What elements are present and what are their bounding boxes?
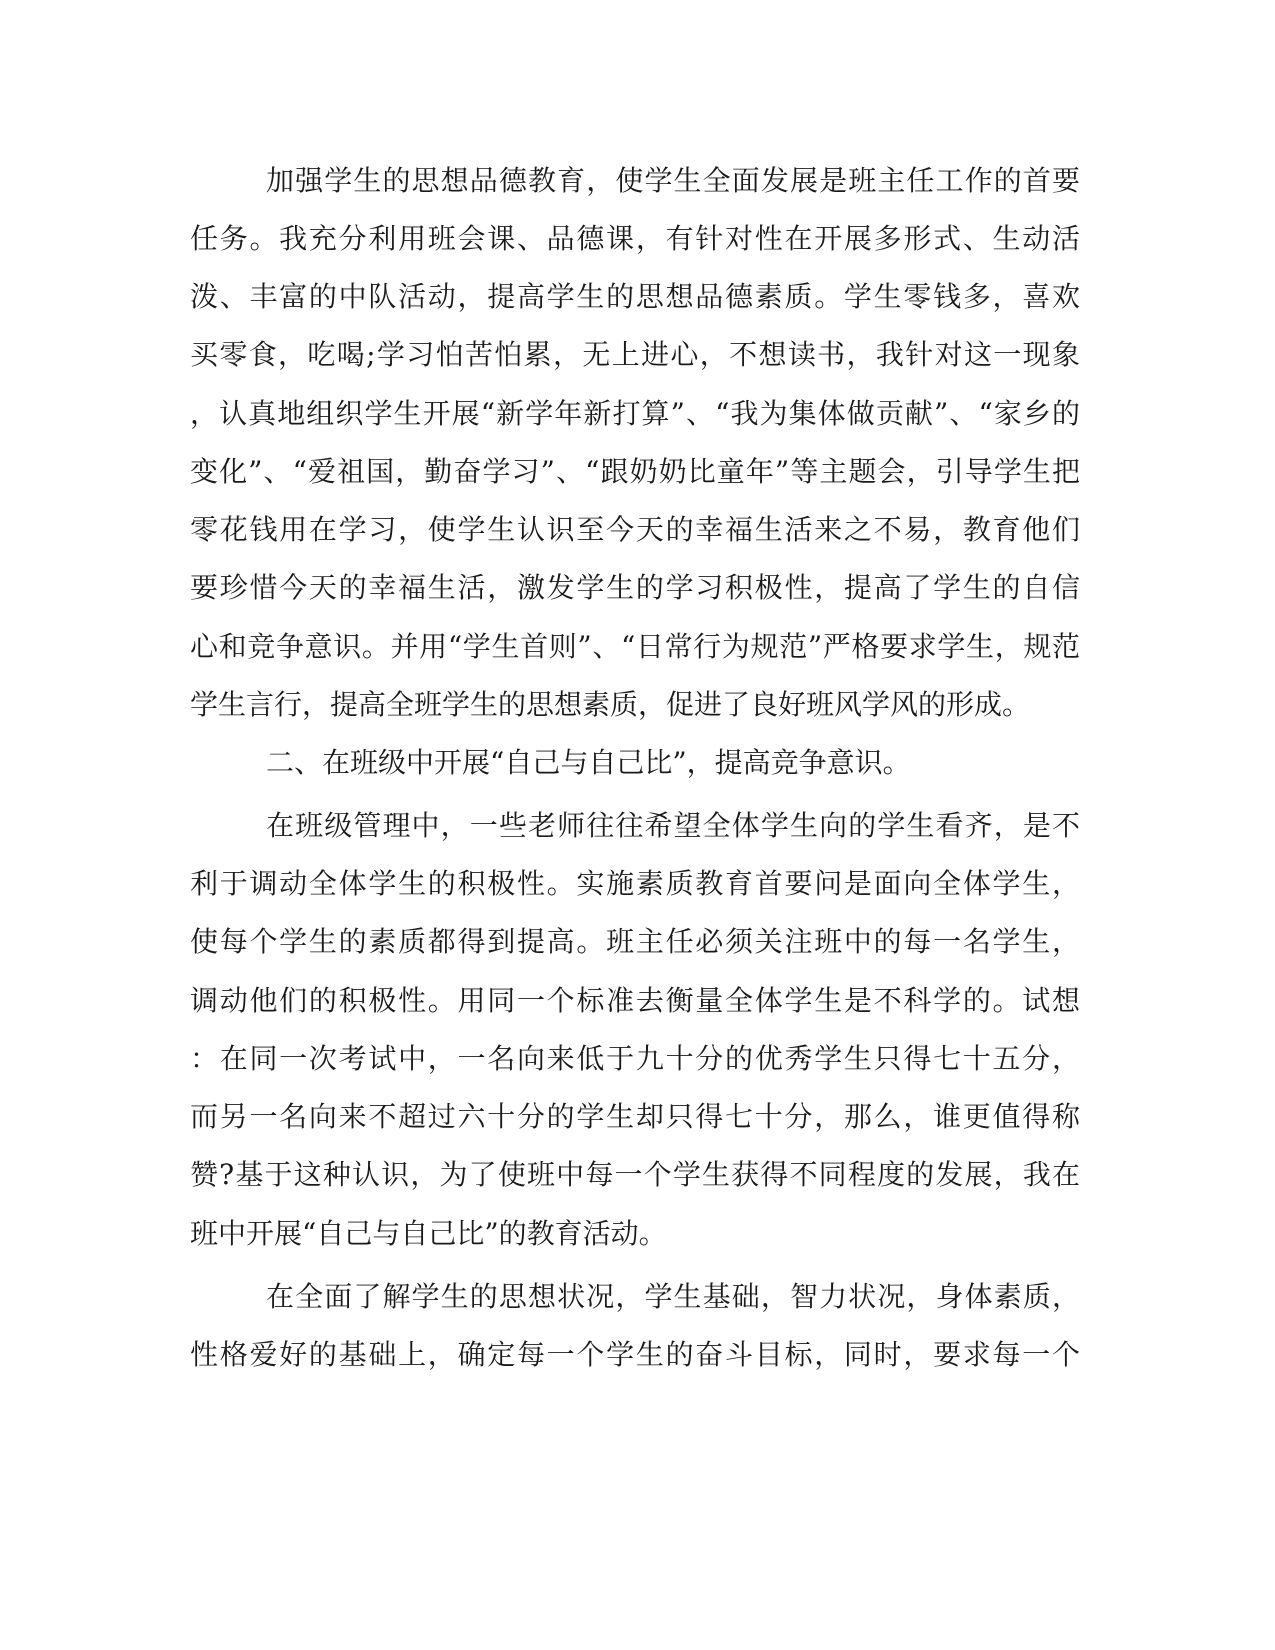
text-line: 性格爱好的基础上，确定每一个学生的奋斗目标，同时，要求每一个 bbox=[190, 1338, 1080, 1371]
text-line: 在全面了解学生的思想状况，学生基础，智力状况，身体素质， bbox=[266, 1280, 1080, 1313]
section-heading: 二、在班级中开展“自己与自己比”，提高竞争意识。 bbox=[266, 746, 911, 779]
text-line: 泼、丰富的中队活动，提高学生的思想品德素质。学生零钱多，喜欢 bbox=[190, 280, 1080, 313]
text-line: 班中开展“自己与自己比”的教育活动。 bbox=[190, 1217, 667, 1250]
text-line: 在班级管理中，一些老师往往希望全体学生向的学生看齐，是不 bbox=[266, 809, 1080, 842]
text-line: 零花钱用在学习，使学生认识至今天的幸福生活来之不易，教育他们 bbox=[190, 513, 1080, 546]
text-line: 赞?基于这种认识，为了使班中每一个学生获得不同程度的发展，我在 bbox=[190, 1158, 1080, 1191]
text-line: ，认真地组织学生开展“新学年新打算”、“我为集体做贡献”、“家乡的 bbox=[190, 397, 1080, 430]
text-line: 变化”、“爱祖国，勤奋学习”、“跟奶奶比童年”等主题会，引导学生把 bbox=[190, 455, 1080, 488]
text-line: ：在同一次考试中，一名向来低于九十分的优秀学生只得七十五分， bbox=[190, 1042, 1080, 1075]
text-line: 任务。我充分利用班会课、品德课，有针对性在开展多形式、生动活 bbox=[190, 222, 1080, 255]
text-line: 调动他们的积极性。用同一个标准去衡量全体学生是不科学的。试想 bbox=[190, 984, 1080, 1017]
text-line: 利于调动全体学生的积极性。实施素质教育首要问是面向全体学生， bbox=[190, 867, 1080, 900]
text-line: 买零食，吃喝;学习怕苦怕累，无上进心，不想读书，我针对这一现象 bbox=[190, 338, 1080, 371]
text-line: 加强学生的思想品德教育，使学生全面发展是班主任工作的首要 bbox=[266, 164, 1080, 197]
text-line: 要珍惜今天的幸福生活，激发学生的学习积极性，提高了学生的自信 bbox=[190, 571, 1080, 604]
text-line: 而另一名向来不超过六十分的学生却只得七十分，那么，谁更值得称 bbox=[190, 1100, 1080, 1133]
text-line: 使每个学生的素质都得到提高。班主任必须关注班中的每一名学生， bbox=[190, 925, 1080, 958]
text-line: 心和竞争意识。并用“学生首则”、“日常行为规范”严格要求学生，规范 bbox=[190, 630, 1080, 663]
text-line: 学生言行，提高全班学生的思想素质，促进了良好班风学风的形成。 bbox=[190, 688, 1031, 721]
